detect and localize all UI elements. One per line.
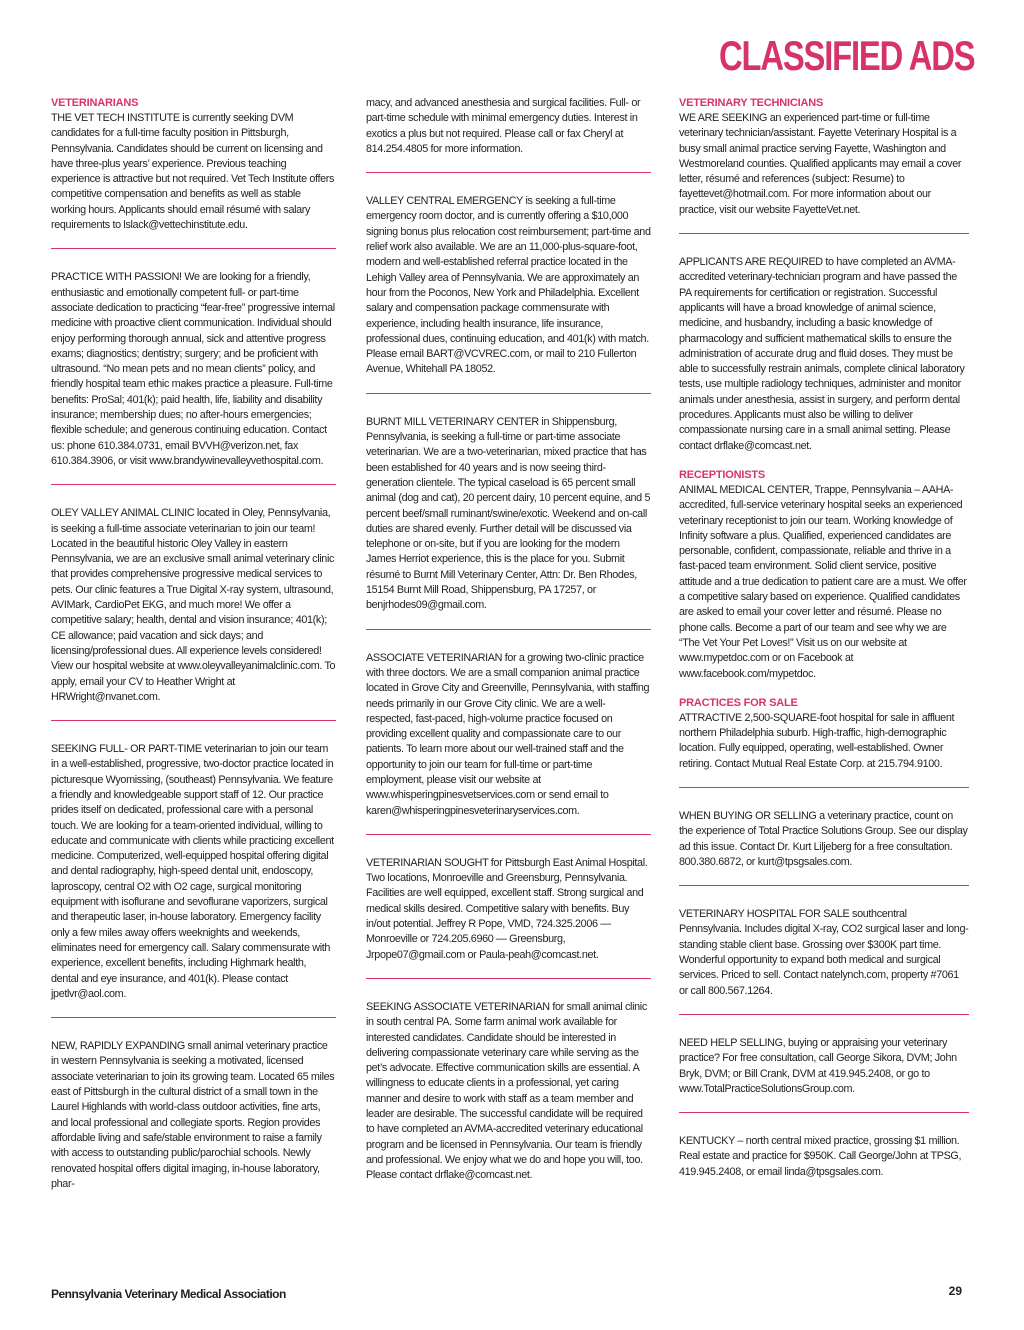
divider xyxy=(679,1014,969,1015)
classified-ad: VETERINARY HOSPITAL FOR SALE southcentral Pennsylvania. Includes digital X-ray, CO2 surgical laser and long-standing stable client base. Grossing over $300K part time. Wonderful opportunity to expand both medical and surgical services. Priced to sell. Contact natelynch.com, property #7061 or call 800.567.1264. xyxy=(679,908,969,997)
classified-ad: OLEY VALLEY ANIMAL CLINIC located in Oley, Pennsylvania, is seeking a full-time associate veterinarian to join our team! Located in the beautiful historic Oley Valley in eastern Pennsylvania, we are an exclusive small animal veterinary clinic that provides comprehensive progressive medical services to pets. Our clinic features a True Digital X-ray system, ultrasound, AVIMark, CardioPet EKG, and much more! We offer a competitive salary; health, dental and vision insurance; 401(k); CE allowance; paid vacation and sick days; and licensing/professional dues. All experience levels considered! View our hospital website at www.oleyvalleyanimalclinic.com. To apply, email your CV to Heather Wright at HRWright@nvanet.com. xyxy=(51,507,336,703)
classified-ad: SEEKING FULL- OR PART-TIME veterinarian to join our team in a well-established, progressive, two-doctor practice located in picturesque Wyomissing, (southeast) Pennsylvania. We feature a friendly and knowledgeable support staff of 12. Our practice prides itself on dedicated, professional care with a personal touch. We are looking for a team-oriented individual, willing to educate and communicate with clients while practicing excellent medicine. Computerized, well-equipped hospital offering digital and dental radiography, high-speed dental unit, endoscopy, laproscopy, central O2 with O2 cage, surgical monitoring equipment with isoflurane and sevoflurane vaporizers, surgical and therapeutic laser, in-house laboratory. Emergency facility only a few miles away offers weeknights and weekends, eliminates need for emergency call. Salary commensurate with experience, excellent benefits, including Highmark health, dental and eye insurance, and 401(k). Please contact jpetlvr@aol.com. xyxy=(51,743,334,1000)
classified-ad: THE VET TECH INSTITUTE is currently seeking DVM candidates for a full-time faculty position in Pittsburgh, Pennsylvania. Candidates should be current on licensing and have three-plus years’ experience. Previous teaching experience is attractive but not required. Vet Tech Institute offers competitive compensation and benefits as well as stable working hours. Applicants should email résumé with salary requirements to lslack@vettechinstitute.edu. xyxy=(51,112,335,232)
divider xyxy=(366,172,651,173)
divider xyxy=(366,393,651,394)
section-heading-technicians: VETERINARY TECHNICIANS xyxy=(679,97,824,109)
page-number: 29 xyxy=(948,1284,962,1298)
classified-ad: macy, and advanced anesthesia and surgical facilities. Full- or part-time schedule with minimal emergency duties. Interest in exotics a plus but not required. Please call or fax Cheryl at 814.254.4805 for more information. xyxy=(366,97,641,155)
classified-ad: BURNT MILL VETERINARY CENTER in Shippensburg, Pennsylvania, is seeking a full-time or part-time associate veterinarian. We are a two-veterinarian, mixed practice that has been established for 40 years and is now seeing third-generation clientele. The typical caseload is 65 percent small animal (dog and cat), 20 percent dairy, 10 percent equine, and 5 percent beef/small ruminant/swine/exotic. Weekend and on-call duties are shared evenly. Further detail will be discussed via telephone or on-site, but if you are looking for the modern James Herriot experience, this is the place for you. Submit résumé to Burnt Mill Veterinary Center, Attn: Dr. Ben Rhodes, 15154 Burnt Mill Road, Shippensburg, PA 17257, or benjrhodes09@gmail.com. xyxy=(366,415,651,612)
column-2 xyxy=(366,96,651,1184)
section-heading-practices-for-sale: PRACTICES FOR SALE xyxy=(679,696,798,709)
classified-ad: ATTRACTIVE 2,500-SQUARE-foot hospital for sale in affluent northern Philadelphia suburb. High-traffic, high-demographic location. Fully equipped, operating, well-established. Owner retiring. Contact Mutual Real Estate Corp. at 215.794.9100. xyxy=(679,711,955,770)
divider xyxy=(51,248,336,249)
column-1 xyxy=(51,96,336,1192)
classified-ad: WE ARE SEEKING an experienced part-time or full-time veterinary technician/assistant. Fayette Veterinary Hospital is a busy small animal practice serving Fayette, Washington and Westmoreland counties. Qualified applicants may email a cover letter, résumé and references (subject: Resume) to fayettevet@hotmail.com. For more information about our practice, visit our website FayetteVet.net. xyxy=(679,112,962,216)
classified-ad: PRACTICE WITH PASSION! We are looking for a friendly, enthusiastic and emotionally competent full- or part-time associate dedication to practicing “fear-free” progressive internal medicine with proactive client communication. Individual should enjoy performing thorough annual, sick and attentive progress exams; diagnostics; dentistry; surgery; and be proficient with ultrasound. “No mean pets and no mean clients” policy, and friendly hospital team ethic makes practice a pleasure. Full-time benefits: ProSal; 401(k); paid health, life, liability and disability insurance; membership dues; no after-hours emergencies; flexible schedule; and generous continuing education. Contact us: phone 610.384.0731, email BVVH@verizon.net, fax 610.384.3906, or visit www.brandywinevalleyvethospital.com. xyxy=(51,271,335,467)
page-title: CLASSIFIED ADS xyxy=(718,32,974,79)
classified-ad: SEEKING ASSOCIATE VETERINARIAN for small animal clinic in south central PA. Some farm animal work available for interested candidates. Candidate should be interested in delivering compassionate veterinary care while serving as the pet’s advocate. Effective communication skills are essential. A willingness to educate clients in a professional, yet caring manner and desire to work with staff as a team member and leader are desirable. The successful candidate will be required to have completed an AVMA-accredited veterinary educational program and be licensed in Pennsylvania. Our team is friendly and professional. We enjoy what we do and hope you will, too. Please contact drflake@comcast.net. xyxy=(366,1000,647,1182)
classified-ad: ASSOCIATE VETERINARIAN for a growing two-clinic practice with three doctors. We are a small companion animal practice located in Grove City and Greenville, Pennsylvania, with staffing needs primarily in our Grove City clinic. We are a well-respected, fast-paced, high-volume practice focused on providing excellent quality and compassionate care to our patients. To learn more about our well-trained staff and the opportunity to join our team for full-time or part-time employment, please visit our website at www.whisperingpinesvetservices.com or send email to karen@whisperingpinesveterinaryservices.com. xyxy=(366,651,650,817)
divider xyxy=(679,787,969,788)
divider xyxy=(366,629,651,630)
divider xyxy=(51,720,336,721)
section-heading-veterinarians: VETERINARIANS xyxy=(51,97,139,109)
classified-ad: APPLICANTS ARE REQUIRED to have completed an AVMA-accredited veterinary-technician program and have passed the PA requirements for certification or registration. Successful applicants will have a broad knowledge of animal science, medicine, and husbandry, including a basic knowledge of pharmacology and sufficient mathematical skills to ensure the administration of accurate drug and fluid doses. They must be able to successfully restrain animals, complete clinical laboratory tests, use multiple radiology techniques, administer and monitor animals under anesthesia, assist in surgery, and perform dental procedures. Applicants must also be willing to deliver compassionate nursing care in a small animal setting. Please contact drflake@comcast.net. xyxy=(679,256,965,452)
column-3 xyxy=(679,96,969,1180)
classified-ad: NEW, RAPIDLY EXPANDING small animal veterinary practice in western Pennsylvania is seeking a motivated, licensed associate veterinarian to join its growing team. Located 65 miles east of Pittsburgh in the cultural district of a small town in the Laurel Highlands with world-class outdoor activities, fine arts, and local professional and collegiate sports. Region provides affordable living and safe/stable environment to raise a family with access to outstanding public/parochial schools. Newly renovated hospital offers digital imaging, in-house laboratory, phar- xyxy=(51,1040,335,1190)
divider xyxy=(366,834,651,835)
divider xyxy=(51,1017,336,1018)
classified-ad: VALLEY CENTRAL EMERGENCY is seeking a full-time emergency room doctor, and is currently offering a $10,000 signing bonus plus relocation cost reimbursement; part-time and relief work also available. We are an 11,000-plus-square-foot, modern and well-established referral practice located in the Lehigh Valley area of Pennsylvania. We are approximately an hour from the Poconos, New York and Philadelphia. Excellent salary and compensation package commensurate with experience, including health insurance, life insurance, professional dues, continuing education, and 401(k) with match. Please email BART@VCVREC.com, or mail to 210 Fullerton Avenue, Whitehall PA 18052. xyxy=(366,195,651,376)
footer-publication: Pennsylvania Veterinary Medical Association xyxy=(51,1287,286,1301)
divider xyxy=(679,1112,969,1113)
classified-ad: NEED HELP SELLING, buying or appraising your veterinary practice? For free consultation, call George Sikora, DVM; John Bryk, DVM; or Bill Crank, DVM at 419.945.2408, or go to www.TotalPracticeSolutionsGroup.com. xyxy=(679,1036,957,1095)
divider xyxy=(679,233,969,234)
classified-ad: ANIMAL MEDICAL CENTER, Trappe, Pennsylvania – AAHA-accredited, full-service veterinary hospital seeks an experienced veterinary receptionist to join our team. Working knowledge of Infinity software a plus. Qualified, experienced candidates are personable, confident, compassionate, reliable and thrive in a fast-paced team environment. Solid client service, positive attitude and a true dedication to patient care are a must. We offer a competitive salary based on experience. Qualified candidates are asked to email your cover letter and résumé. Please no phone calls. Become a part of our team and see why we are “The Vet Your Pet Loves!” Visit us on our website at www.mypetdoc.com or on Facebook at www.facebook.com/mypetdoc. xyxy=(679,483,967,680)
divider xyxy=(51,484,336,485)
section-heading-receptionists: RECEPTIONISTS xyxy=(679,468,766,481)
classified-ad: WHEN BUYING OR SELLING a veterinary practice, count on the experience of Total Practice Solutions Group. See our display ad this issue. Contact Dr. Kurt Liljeberg for a free consultation. 800.380.6872, or kurt@tpsgsales.com. xyxy=(679,809,968,868)
classified-ad: VETERINARIAN SOUGHT for Pittsburgh East Animal Hospital. Two locations, Monroeville and Greensburg, Pennsylvania. Facilities are well equipped, excellent staff. Strong surgical and medical skills desired. Competitive salary with benefits. Buy in/out potential. Jeffrey R Pope, VMD, 724.325.2006 — Monroeville or 724.205.6960 — Greensburg, Jrpope07@gmail.com or Paula-peah@comcast.net. xyxy=(366,856,648,961)
classified-ad: KENTUCKY – north central mixed practice, grossing $1 million. Real estate and practice for $950K. Call George/John at TPSG, 419.945.2408, or email linda@tpsgsales.com. xyxy=(679,1135,962,1178)
divider xyxy=(366,978,651,979)
divider xyxy=(679,885,969,886)
